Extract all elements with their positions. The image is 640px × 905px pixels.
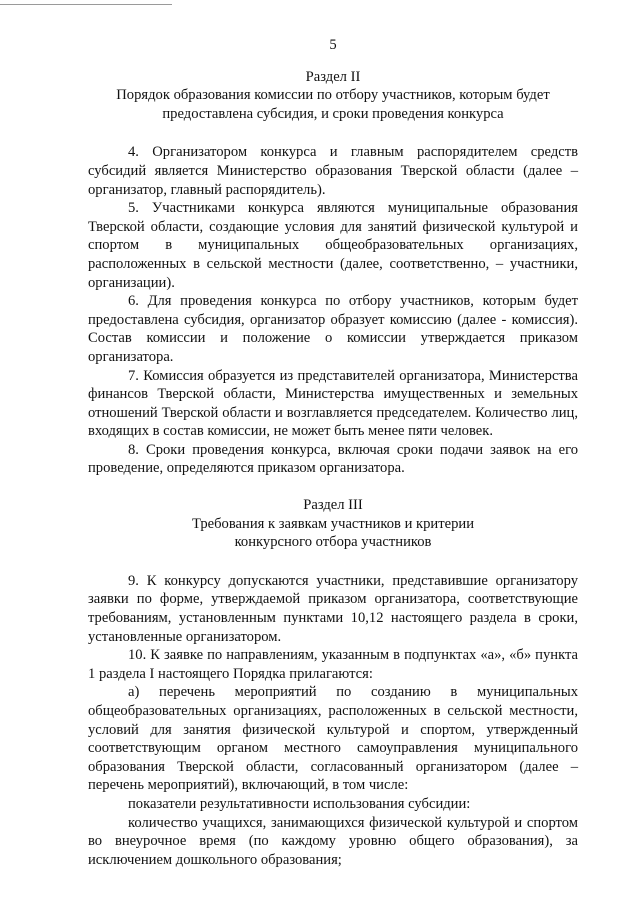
paragraph-6: 6. Для проведения конкурса по отбору участников, которым будет предоставлена субсидия, организатор образует комиссию (далее - комиссия). Состав комиссии и положение о комиссии утверждается приказом организатора.: [88, 293, 578, 365]
paragraph-4: 4. Организатором конкурса и главным распорядителем средств субсидий является Министерство образования Тверской области (далее – организатор, главный распорядитель).: [88, 144, 578, 198]
section-2: [88, 68, 578, 478]
paragraph-7: 7. Комиссия образуется из представителей организатора, Министерства финансов Тверской области, Министерства имущественных и земельных отношений Тверской области и возглавляется председателем. Количество лиц, входящих в состав комиссии, не может быть менее пяти человек.: [88, 367, 578, 440]
section-2-title-line-2: предоставлена субсидия, и сроки проведения конкурса: [162, 105, 504, 122]
students-count-item: количество учащихся, занимающихся физической культурой и спортом во внеурочное время (по каждому уровню общего образования), за исключением дошкольного образования;: [88, 814, 578, 868]
section-3: [88, 496, 578, 869]
paragraph-5: 5. Участниками конкурса являются муниципальные образования Тверской области, создающие условия для занятий физической культурой и спортом в муниципальных общеобразовательных организациях, расположенных в сельской местности (далее, соответственно, – участники, организации).: [88, 200, 578, 291]
document-page: [88, 36, 578, 869]
paragraph-10: 10. К заявке по направлениям, указанным в подпунктах «а», «б» пункта 1 раздела I настоящего Порядка прилагаются:: [88, 647, 578, 682]
paragraph-9: 9. К конкурсу допускаются участники, представившие организатору заявки по форме, утверждаемой приказом организатора, соответствующие требованиям, установленным пунктами 10,12 настоящего раздела в сроки, установленные организатором.: [88, 572, 578, 645]
page-number: 5: [329, 37, 337, 53]
paragraph-8: 8. Сроки проведения конкурса, включая сроки подачи заявок на его проведение, определяются приказом организатора.: [88, 441, 578, 477]
performance-indicators-line: показатели результативности использования субсидии:: [128, 795, 471, 812]
section-2-label: Раздел II: [305, 68, 361, 85]
section-3-title-line-2: конкурсного отбора участников: [234, 534, 432, 551]
top-edge-rule: [0, 4, 172, 5]
section-3-title-line-1: Требования к заявкам участников и критерии: [191, 515, 475, 532]
section-3-label: Раздел III: [303, 497, 363, 514]
paragraph-10-a: а) перечень мероприятий по созданию в муниципальных общеобразовательных организациях, расположенных в сельской местности, условий для занятия физической культурой и спортом, утвержденный соответствующим органом местного самоуправления муниципального образования Тверской области, согласованный организатором (далее – перечень мероприятий), включающий, в том числе:: [88, 684, 578, 794]
section-2-title-line-1: Порядок образования комиссии по отбору участников, которым будет: [116, 87, 550, 104]
